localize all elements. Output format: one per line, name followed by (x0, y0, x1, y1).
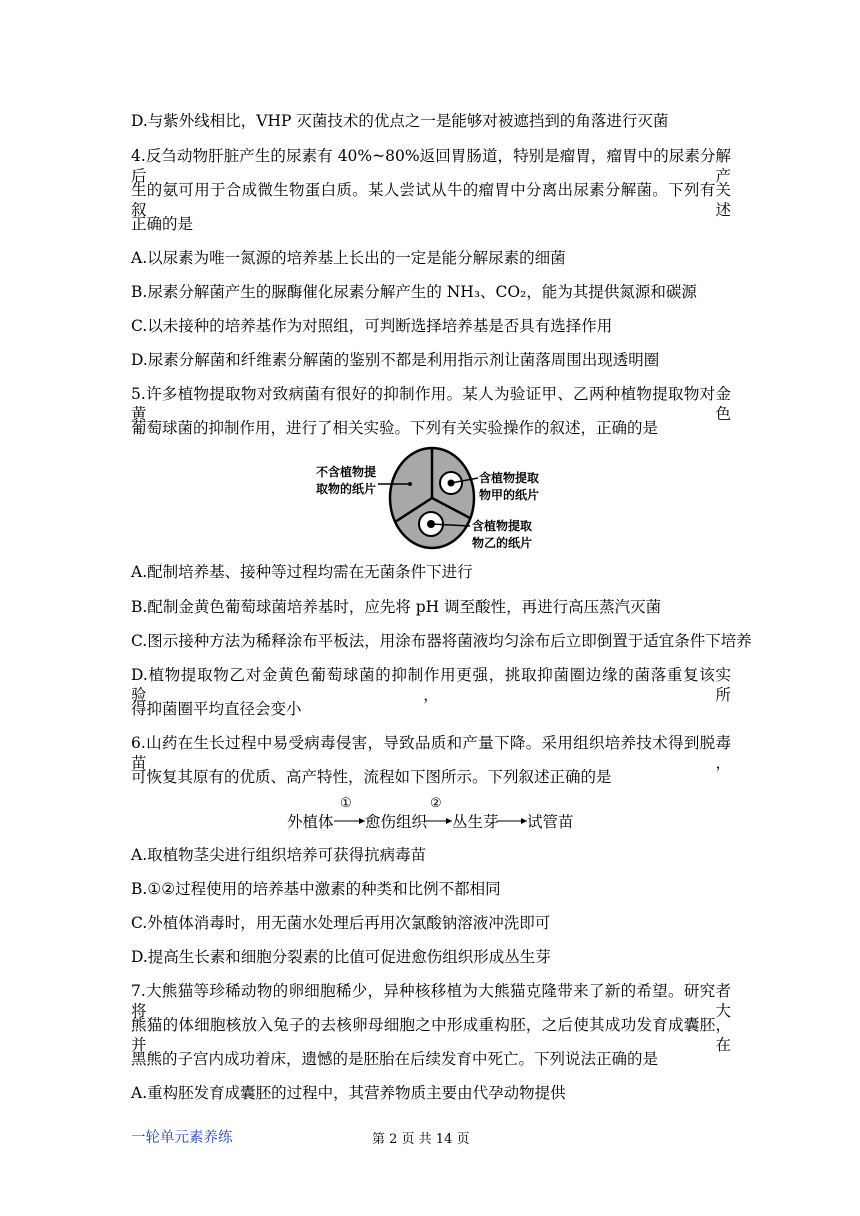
text-line: 得抑菌圈平均直径会变小 (131, 700, 302, 718)
flow-step-callus: 愈伤组织 (365, 813, 428, 831)
text-line: B.配制金黄色葡萄球菌培养基时，应先将 pH 调至酸性，再进行高压蒸汽灭菌 (131, 598, 662, 616)
label-no-extract: 不含植物提 取物的纸片 (316, 465, 377, 496)
text-line: 生的氨可用于合成微生物蛋白质。某人尝试从牛的瘤胃中分离出尿素分解菌。下列有关叙述 (131, 181, 731, 219)
text-line: A.重构胚发育成囊胚的过程中，其营养物质主要由代孕动物提供 (131, 1084, 566, 1102)
label-extract-a: 含植物提取 物甲的纸片 (479, 471, 540, 502)
flow-step-explant: 外植体 (287, 813, 334, 831)
text-line: D.植物提取物乙对金黄色葡萄球菌的抑制作用更强，挑取抑菌圈边缘的菌落重复该实验，所 (131, 666, 731, 704)
page-number: 第 2 页 共 14 页 (372, 1132, 470, 1147)
label-extract-b: 含植物提取 物乙的纸片 (472, 519, 533, 550)
text-line: C.以未接种的培养基作为对照组，可判断选择培养基是否具有选择作用 (131, 317, 613, 335)
flow-arrow-label-2: ② (430, 796, 442, 811)
flow-step-shoots: 丛生芽 (452, 813, 499, 831)
petri-dish-figure (300, 440, 570, 560)
text-line: 4.反刍动物肝脏产生的尿素有 40%~80%返回胃肠道，特别是瘤胃，瘤胃中的尿素分解后产 (131, 147, 731, 185)
text-line: 5.许多植物提取物对致病菌有很好的抑制作用。某人为验证甲、乙两种植物提取物对金黄色 (131, 385, 731, 423)
flow-arrow-label-1: ① (340, 796, 352, 811)
text-line: 熊猫的体细胞核放入兔子的去核卵母细胞之中形成重构胚，之后使其成功发育成囊胚，并在 (131, 1016, 731, 1054)
text-line: C.外植体消毒时，用无菌水处理后再用次氯酸钠溶液冲洗即可 (131, 914, 551, 932)
text-line: A.以尿素为唯一氮源的培养基上长出的一定是能分解尿素的细菌 (131, 249, 566, 267)
text-line: A.取植物茎尖进行组织培养可获得抗病毒苗 (131, 846, 427, 864)
text-line: C.图示接种方法为稀释涂布平板法，用涂布器将菌液均匀涂布后立即倒置于适宜条件下培养 (131, 632, 752, 650)
flow-step-plantlet: 试管苗 (527, 813, 574, 831)
text-line: 7.大熊猫等珍稀动物的卵细胞稀少，异种核移植为大熊猫克隆带来了新的希望。研究者将大 (131, 982, 731, 1020)
text-line: 葡萄球菌的抑制作用，进行了相关实验。下列有关实验操作的叙述，正确的是 (131, 419, 659, 437)
text-line: B.尿素分解菌产生的脲酶催化尿素分解产生的 NH₃、CO₂，能为其提供氮源和碳源 (131, 283, 697, 301)
text-line: 可恢复其原有的优质、高产特性，流程如下图所示。下列叙述正确的是 (131, 768, 612, 786)
text-line: B.①②过程使用的培养基中激素的种类和比例不都相同 (131, 880, 501, 898)
text-line: D.提高生长素和细胞分裂素的比值可促进愈伤组织形成丛生芽 (131, 948, 551, 966)
text-line: D.与紫外线相比，VHP 灭菌技术的优点之一是能够对被遮挡到的角落进行灭菌 (131, 112, 669, 130)
text-line: 6.山药在生长过程中易受病毒侵害，导致品质和产量下降。采用组织培养技术得到脱毒苗， (131, 734, 731, 772)
flow-arrows (287, 800, 607, 836)
tissue-culture-flowchart (287, 796, 607, 836)
text-line: D.尿素分解菌和纤维素分解菌的鉴别不都是利用指示剂让菌落周围出现透明圈 (131, 351, 660, 369)
footer-series-title: 一轮单元素养练 (131, 1130, 233, 1146)
text-line: 正确的是 (131, 215, 194, 233)
text-line: A.配制培养基、接种等过程均需在无菌条件下进行 (131, 563, 473, 581)
text-line: 黑熊的子宫内成功着床，遗憾的是胚胎在后续发育中死亡。下列说法正确的是 (131, 1050, 659, 1068)
